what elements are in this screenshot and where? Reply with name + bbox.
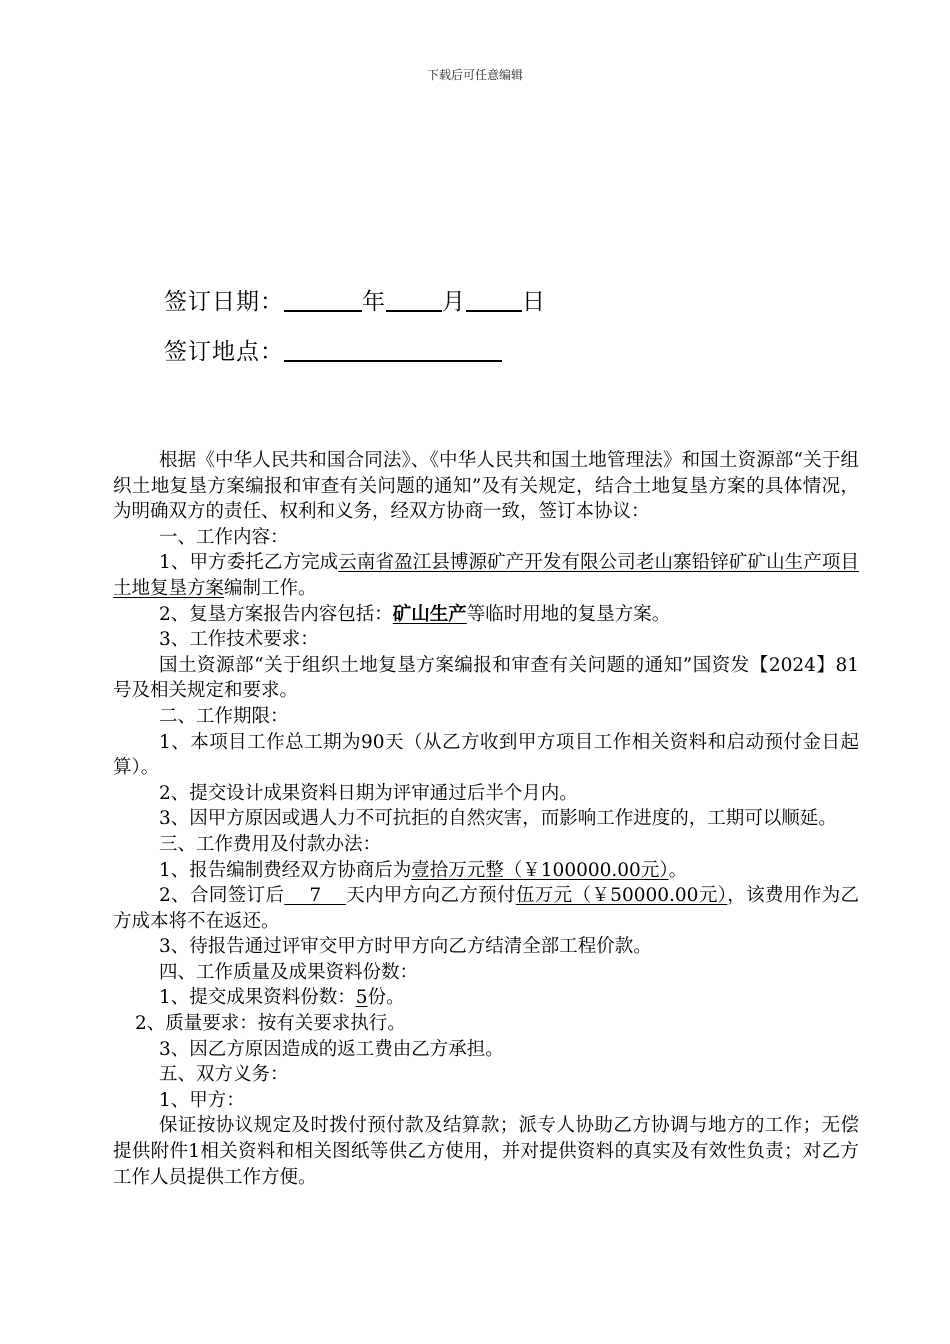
signing-date-line: [164, 283, 546, 316]
section-4-item-3: 3、因乙方原因造成的返工费由乙方承担。: [159, 1038, 504, 1060]
project-name: 云南省盈江县博源矿产开发有限公司老山寨铅锌矿矿山生产项目土地复垦方案: [113, 552, 859, 599]
section-4-item-1: [113, 985, 859, 1011]
intro-paragraph: 根据《中华人民共和国合同法》、《中华人民共和国土地管理法》和国土资源部“关于组织土地复垦方案编报和审查有关问题的通知”及有关规定，结合土地复垦方案的具体情况，为明确双方的责任、权利和义务，经双方协商一致，签订本协议：: [113, 450, 859, 523]
item-text: 1、提交成果资料份数：: [159, 987, 356, 1009]
item-text: 等临时用地的复垦方案。: [466, 603, 671, 625]
scope-highlight: 矿山生产: [392, 603, 467, 625]
signing-place-line: [164, 333, 502, 366]
section-2-item-2: 2、提交设计成果资料日期为评审通过后半个月内。: [159, 782, 578, 804]
item-text: 2、复垦方案报告内容包括：: [159, 603, 393, 625]
section-1-title: 一、工作内容：: [159, 526, 289, 548]
section-5-item-1: 1、甲方：: [159, 1089, 245, 1111]
section-1-item-1: [113, 550, 859, 601]
section-4-item-2: 2、质量要求：按有关要求执行。: [135, 1013, 406, 1035]
item-text: 1、报告编制费经双方协商后为: [159, 859, 412, 881]
month-blank: [386, 288, 442, 312]
item-text: 编制工作。: [224, 577, 317, 599]
prepay-amount: 伍万元（￥50000.00元）: [515, 885, 728, 907]
section-5-item-1-detail: 保证按协议规定及时拨付预付款及结算款；派专人协助乙方协调与地方的工作；无偿提供附件1相关资料和相关图纸等供乙方使用，并对提供资料的真实及有效性负责；对乙方工作人员提供工作方便。: [113, 1115, 859, 1188]
item-text: 1、甲方委托乙方完成: [159, 552, 339, 574]
section-3-title: 三、工作费用及付款办法：: [159, 833, 382, 855]
year-label: 年: [362, 289, 386, 315]
section-2-item-3: 3、因甲方原因或遇人力不可抗拒的自然灾害，而影响工作进度的，工期可以顺延。: [159, 808, 837, 830]
day-label: 日: [522, 289, 546, 315]
agreement-body: [113, 448, 859, 1190]
item-text: 天内甲方向乙方预付: [346, 885, 516, 907]
section-1-item-3-detail: 国土资源部“关于组织土地复垦方案编报和审查有关问题的通知”国资发【2024】81号及相关规定和要求。: [113, 654, 859, 702]
section-5-title: 五、双方义务：: [159, 1064, 289, 1086]
item-text: 份。: [367, 987, 405, 1009]
section-1-item-3: 3、工作技术要求：: [159, 629, 319, 651]
section-4-title: 四、工作质量及成果资料份数：: [159, 961, 419, 983]
section-1-item-2: [113, 602, 859, 628]
item-text: 2、合同签订后: [159, 885, 285, 907]
signing-place-label: 签订地点：: [164, 339, 284, 365]
place-blank: [284, 338, 502, 362]
section-3-item-1: [113, 858, 859, 884]
header-note: 下载后可任意编辑: [426, 68, 523, 82]
day-blank: [466, 288, 522, 312]
days-value: 7: [309, 885, 322, 907]
copies-count: 5: [355, 987, 368, 1009]
prepay-days: [284, 885, 346, 906]
section-3-item-2: [113, 883, 859, 934]
signing-date-label: 签订日期：: [164, 289, 284, 315]
item-text: ，该费用作为乙方成本将不在返还。: [113, 885, 859, 932]
month-label: 月: [442, 289, 466, 315]
section-2-title: 二、工作期限：: [159, 705, 289, 727]
section-2-item-1: 1、本项目工作总工期为90天（从乙方收到甲方项目工作相关资料和启动预付金日起算）。: [113, 731, 859, 779]
fee-amount: 壹拾万元整（￥100000.00元）: [411, 859, 669, 881]
section-3-item-3: 3、待报告通过评审交甲方时甲方向乙方结清全部工程价款。: [159, 936, 652, 958]
item-text: 。: [668, 859, 688, 881]
year-blank: [284, 288, 362, 312]
